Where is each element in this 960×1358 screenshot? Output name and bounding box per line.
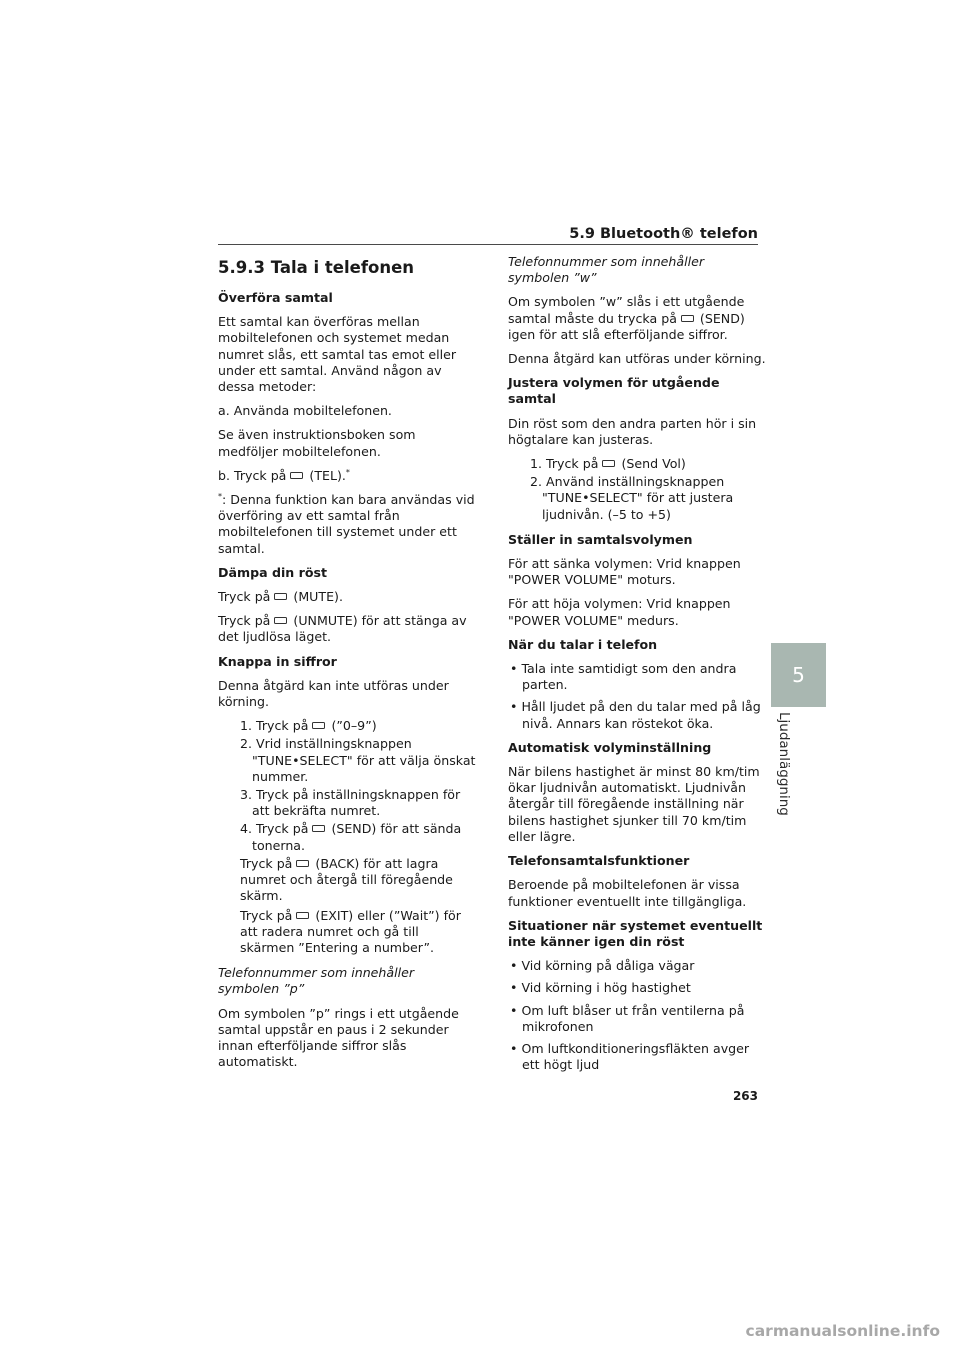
voice-bullet-text: Vid körning på dåliga vägar	[521, 958, 695, 974]
keypad-exit	[218, 908, 476, 957]
send-vol-step-1	[508, 456, 766, 472]
unmute-instruction	[218, 613, 476, 645]
exit-post: (EXIT) eller (”Wait”) för att radera numret och gå till skärmen ”Entering a number”.	[240, 907, 461, 955]
method-b-text: b. Tryck på	[218, 467, 287, 483]
voice-bullet-text: Om luftkonditioneringsfläkten avger ett högt ljud	[521, 1040, 750, 1073]
unmute-pre: Tryck på	[218, 613, 271, 629]
header-rule	[218, 244, 758, 245]
step4-post: (SEND) för att sända tonerna.	[252, 821, 462, 853]
heading-talking: När du talar i telefon	[508, 636, 658, 652]
send-button-icon	[312, 825, 325, 832]
voice-bullet: • Om luft blåser ut från ventilerna på mikrofonen	[510, 1002, 745, 1034]
keypad-step-4	[218, 821, 476, 853]
talking-bullet-text: Tala inte samtidigt som den andra parten.	[521, 661, 737, 693]
heading-w-symbol: Telefonnummer som innehåller symbolen ”w”	[508, 254, 705, 286]
talking-bullet-text: Håll ljudet på den du talar med på låg nivå. Annars kan röstekot öka.	[521, 699, 761, 731]
keypad-step-2: 2. Vrid inställningsknappen "TUNE•SELECT" för att välja önskat nummer.	[240, 736, 476, 784]
heading-p-symbol: Telefonnummer som innehåller symbolen ”p”	[218, 965, 415, 997]
section-title: 5.9.3 Tala i telefonen	[218, 258, 415, 277]
method-b-after: (TEL).	[309, 467, 346, 483]
mute-post: (MUTE).	[293, 589, 343, 605]
sv-step1-pre: 1. Tryck på	[530, 456, 599, 472]
back-button-icon	[296, 860, 309, 867]
heading-send-vol: Justera volymen för utgående samtal	[508, 375, 720, 407]
keypad-step-1	[218, 718, 476, 734]
step1-pre: 1. Tryck på	[240, 718, 309, 734]
heading-transfer: Överföra samtal	[218, 290, 333, 305]
transfer-footnote	[218, 492, 476, 557]
heading-call-volume: Ställer in samtalsvolymen	[508, 531, 693, 547]
voice-bullet: • Om luftkonditioneringsfläkten avger ett högt ljud	[510, 1040, 750, 1073]
voice-bullet-text: Om luft blåser ut från ventilerna på mikrofonen	[521, 1002, 745, 1034]
mute-button-icon	[274, 593, 287, 600]
digits-button-icon	[312, 722, 325, 729]
keypad-note: Denna åtgärd kan inte utföras under körning.	[218, 677, 449, 710]
w-pre: Om symbolen ”w” slås i ett utgående samtal måste du trycka på	[508, 294, 745, 326]
right-column	[508, 254, 766, 1079]
chapter-tab-label: Ljudanläggning	[776, 712, 792, 816]
p-symbol-text: Om symbolen ”p” rings i ett utgående samtal uppstår en paus i 2 sekunder innan efterföljande siffror slås automatiskt.	[218, 1005, 459, 1070]
keypad-back	[218, 856, 476, 905]
talking-bullet: • Håll ljudet på den du talar med på låg nivå. Annars kan röstekot öka.	[510, 699, 761, 731]
tel-button-icon	[290, 472, 303, 479]
watermark: carmanualsonline.info	[745, 1322, 940, 1340]
mute-pre: Tryck på	[218, 589, 271, 605]
transfer-method-a: a. Använda mobiltelefonen.	[218, 403, 392, 419]
unmute-post: (UNMUTE) för att stänga av det ljudlösa läget.	[218, 613, 467, 645]
voice-bullet: • Vid körning på dåliga vägar	[510, 958, 695, 974]
chapter-tab: 5	[771, 643, 826, 707]
heading-keypad: Knappa in siffror	[218, 653, 337, 669]
heading-mute: Dämpa din röst	[218, 564, 328, 580]
step1-post: (”0–9”)	[331, 718, 377, 734]
page-number: 263	[732, 1089, 758, 1103]
heading-auto-volume: Automatisk volyminställning	[508, 739, 712, 755]
sv-step1-post: (Send Vol)	[621, 456, 686, 472]
functions-text: Beroende på mobiltelefonen är vissa funktioner eventuellt inte tillgängliga.	[508, 877, 747, 909]
voice-bullet: • Vid körning i hög hastighet	[510, 980, 691, 996]
footnote-marker: *	[345, 467, 350, 477]
heading-functions: Telefonsamtalsfunktioner	[508, 853, 690, 869]
exit-pre: Tryck på	[240, 907, 293, 923]
transfer-method-b	[218, 468, 476, 484]
send-vol-intro: Din röst som den andra parten hör i sin högtalare kan justeras.	[508, 415, 757, 447]
w-post: (SEND) igen för att slå efterföljande siffror.	[508, 310, 745, 342]
keypad-step-3: 3. Tryck på inställningsknappen för att bekräfta numret.	[240, 787, 461, 819]
auto-volume-text: När bilens hastighet är minst 80 km/tim ökar ljudnivån automatiskt. Ljudnivån återgår till föregående inställning när bilens hastighet sjunker till 70 km/tim eller lägre.	[508, 764, 760, 844]
send-vol-step-2: 2. Använd inställningsknappen "TUNE•SELECT" för att justera ljudnivån. (–5 to +5)	[530, 474, 734, 522]
unmute-button-icon	[274, 617, 287, 624]
left-column	[218, 254, 476, 1078]
back-pre: Tryck på	[240, 855, 293, 871]
call-volume-lower: För att sänka volymen: Vrid knappen "POWER VOLUME" moturs.	[508, 556, 741, 588]
step4-pre: 4. Tryck på	[240, 821, 309, 837]
running-head: 5.9 Bluetooth® telefon	[569, 226, 758, 242]
send-vol-button-icon	[602, 460, 615, 467]
talking-bullet: • Tala inte samtidigt som den andra parten.	[510, 661, 737, 693]
back-post: (BACK) för att lagra numret och återgå till föregående skärm.	[240, 855, 453, 904]
w-symbol-note: Denna åtgärd kan utföras under körning.	[508, 351, 766, 367]
voice-bullet-text: Vid körning i hög hastighet	[521, 980, 691, 996]
exit-button-icon	[296, 912, 309, 919]
call-volume-raise: För att höja volymen: Vrid knappen "POWER VOLUME" medurs.	[508, 596, 731, 628]
transfer-intro: Ett samtal kan överföras mellan mobiltelefonen och systemet medan numret slås, ett samtal tas emot eller under ett samtal. Använd någon av dessa metoder:	[218, 314, 457, 395]
transfer-see-also: Se även instruktionsboken som medföljer mobiltelefonen.	[218, 427, 416, 459]
footnote-marker-ref: *	[218, 491, 222, 501]
send-button-icon-2	[681, 315, 694, 322]
w-symbol-text	[508, 294, 766, 343]
mute-instruction	[218, 589, 476, 605]
footnote-text: : Denna funktion kan bara användas vid överföring av ett samtal från mobiltelefonen till systemet under ett samtal.	[218, 492, 475, 556]
heading-voice: Situationer när systemet eventuellt inte känner igen din röst	[508, 917, 763, 949]
